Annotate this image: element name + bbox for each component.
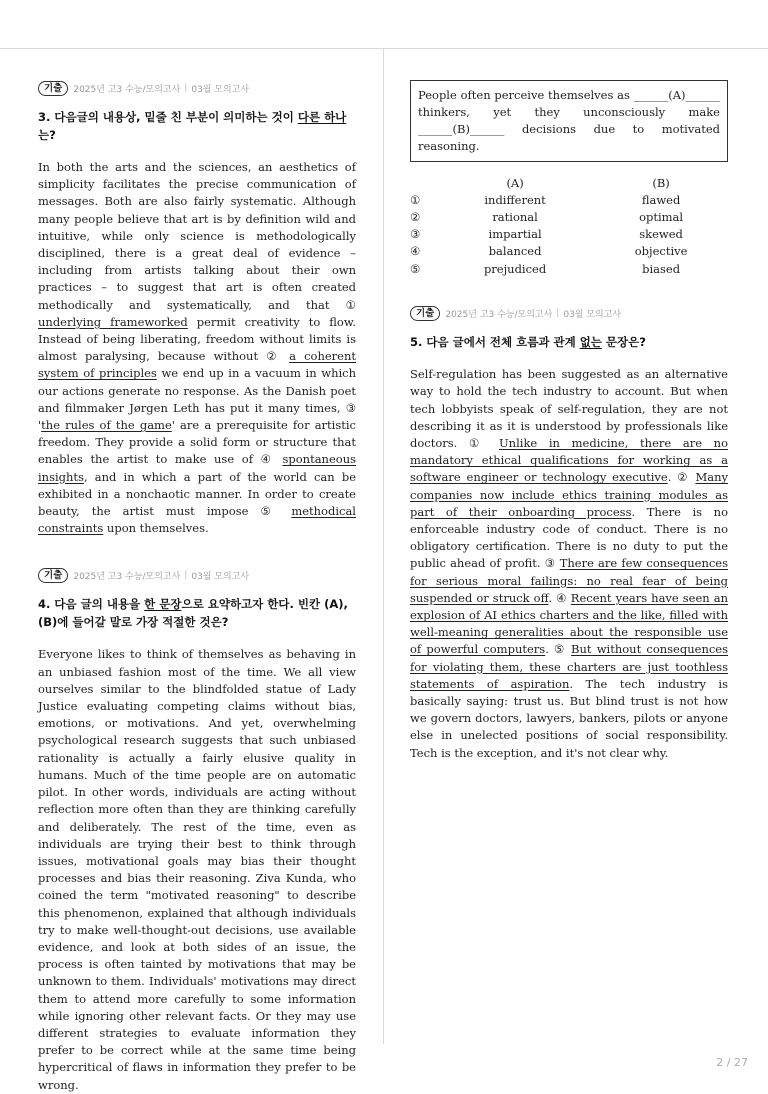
choice-num-blank (410, 174, 436, 191)
q3-title-end: 는? (38, 128, 56, 142)
q5-underline-5: But without consequences for violating them, these charters are just toothless statements of aspiration (410, 642, 728, 691)
choice-b: objective (634, 244, 688, 259)
q5-text-2: . ② (667, 470, 696, 485)
q3-month: 03월 모의고사 (191, 84, 250, 95)
choice-num: ④ (410, 244, 421, 259)
q5-badge: 기출 (410, 306, 440, 321)
q4-title-text: 4. 다음 글의 내용을 (38, 597, 145, 612)
choice-a: impartial (488, 227, 542, 242)
choice-a: rational (492, 209, 538, 224)
q5-text-3: . There is no enforceable industry code of conduct. There is no obligatory certification. There is no duty to put the public ahead of profit. ③ (410, 504, 728, 571)
q5-underline-4: Recent years have seen an explosion of AI ethics charters and the like, filled with well-meaning generalities about the responsible use of powerful computers (410, 590, 728, 657)
header-divider (0, 48, 768, 49)
column-divider (383, 48, 384, 1044)
q3-underline-3: the rules of the game (41, 418, 172, 433)
q4-month: 03월 모의고사 (191, 571, 250, 582)
q4-choices-table (410, 174, 728, 277)
q4-title-end: 으로 요약하고자 한다. 빈칸 (A), (B)에 들어갈 말로 가장 적절한 것은? (38, 597, 348, 630)
q3-text-5: , and in which a part of the world can be exhibited in a nonchaotic manner. In order to create beauty, the artist must impose ⑤ (38, 469, 356, 519)
choice-num: ③ (410, 227, 421, 242)
q3-underline-2: a coherent system of principles (38, 349, 356, 381)
q5-text-1: Self-regulation has been suggested as an alternative way to hold the tech industry to account. But when tech lobbyists speak of self-regulation, they are not describing it as it is understood by professionals like doctors. ① (410, 367, 728, 450)
choice-b: flawed (641, 192, 681, 207)
q3-passage (38, 159, 356, 537)
page-number: 2 / 27 (716, 1056, 748, 1069)
q4-badge: 기출 (38, 568, 68, 583)
choice-b: skewed (639, 227, 683, 242)
q5-underline-1: Unlike in medicine, there are no mandatory ethical qualifications for working as a software engineer or technology executive (410, 435, 728, 485)
q3-text-3: we end up in a vacuum in which our actions generate no response. As the Danish poet and filmmaker Jørgen Leth has put it many times, ③ ' (38, 366, 357, 433)
q4-sep: | (184, 570, 188, 581)
q4-choices-header (410, 174, 728, 191)
q3-underline-4: spontaneous insights (38, 452, 356, 484)
q5-text-4: . ④ (548, 590, 571, 605)
choice-b: biased (642, 261, 681, 276)
q5-sep: | (556, 308, 560, 319)
q5-month: 03월 모의고사 (563, 309, 622, 320)
q5-title (410, 333, 728, 351)
choice-row[interactable] (410, 243, 728, 260)
q3-text-4: ' are a prerequisite for artistic freedom. They provide a solid form or structure that enables the artist to make use of ④ (38, 418, 356, 467)
choice-a: indifferent (484, 192, 546, 207)
q5-passage (410, 366, 728, 762)
q3-title-underline: 다른 하나 (297, 110, 347, 124)
choice-num: ① (410, 192, 421, 207)
q3-source-tag (38, 80, 356, 96)
choice-a: prejudiced (483, 261, 547, 276)
q3-text-1: In both the arts and the sciences, an aesthetics of simplicity facilitates the precise communication of messages. Both are also fairly systematic. Although many people believe that art is by definition wild and intuitive, while only science is methodologically disciplined, there is a great deal of evidence – including from artists talking about their own practices – to suggest that art is often created methodically and systematically, and that ① (38, 160, 356, 312)
q3-underline-5: methodical constraints (38, 504, 356, 536)
q3-text-6: upon themselves. (103, 521, 209, 536)
q3-sep: | (184, 83, 188, 93)
q4-passage: Everyone likes to think of themselves as behaving in an unbiased fashion most of the time. We all view ourselves similar to the blindfolded statue of Lady Justice evaluating competing claims without bias, emotions, or motivations. And yet, overwhelming psychological research suggests that such unbiased rationality is actually a fairly elusive quality in humans. Much of the time people are on automatic pilot. In other words, individuals are acting without reflection more often than they are thinking carefully and deliberately. The rest of the time, even as individuals are trying their best to think through issues, motivational goals may bias their thought processes and bias their reasoning. Ziva Kunda, who coined the term "motivated reasoning" to describe this phenomenon, explained that although individuals try to make well-thought-out decisions, use available evidence, and look at both sides of an issue, the process is often tainted by motivations that may be unknown to them. Individuals' motivations may direct them to attend more carefully to some information while ignoring other relevant facts. Or they may use different strategies to evaluate information they prefer to be correct while at the same time being hypercritical of flaws in information they prefer to be wrong. (38, 647, 356, 1092)
q5-underline-2: Many companies now include ethics training modules as part of their onboarding process (410, 470, 728, 519)
q4-title (38, 595, 356, 631)
choice-row[interactable] (410, 260, 728, 277)
q3-title (38, 108, 356, 144)
q5-title-end: 문장은? (601, 335, 646, 350)
q3-title-text: 3. 다음글의 내용상, 밑줄 친 부분이 의미하는 것이 (38, 110, 298, 124)
q4-title-underline: 한 문장 (144, 597, 182, 612)
q5-title-underline: 없는 (579, 335, 602, 350)
q4-source: 2025년 고3 수능/모의고사 (73, 571, 181, 582)
q5-title-text: 5. 다음 글에서 전체 흐름과 관계 (410, 335, 580, 350)
q4-source-tag (38, 567, 356, 583)
left-column (38, 80, 356, 1094)
q3-text-2: permit creativity to flow. Instead of being liberating, freedom without limits is almost paralysing, because without ② (38, 314, 356, 364)
choice-a: balanced (488, 244, 542, 259)
q5-source-tag (410, 305, 728, 321)
q5-underline-3: There are few consequences for serious moral failings: no real fear of being suspended or struck off (410, 556, 728, 605)
q4-summary-box: People often perceive themselves as ______(A)______ thinkers, yet they unconsciously make ______(B)______ decisions due to motivated reasoning. (410, 80, 728, 162)
choice-num: ② (410, 209, 421, 224)
head-b: (B) (652, 175, 670, 190)
spacer (410, 277, 728, 305)
choice-num: ⑤ (410, 261, 421, 276)
choice-row[interactable] (410, 208, 728, 225)
choice-row[interactable] (410, 191, 728, 208)
q3-source: 2025년 고3 수능/모의고사 (73, 84, 181, 95)
q3-badge: 기출 (38, 81, 68, 96)
right-column (410, 80, 728, 762)
choice-b: optimal (639, 209, 684, 224)
spacer (38, 537, 356, 567)
q5-text-6: . The tech industry is basically saying: trust us. But blind trust is not how we govern doctors, lawyers, bankers, pilots or anyone else in unelected positions of social responsibility. Tech is the exception, and it's not clear why. (410, 676, 729, 760)
q3-underline-1: underlying frameworked (38, 314, 188, 329)
choice-row[interactable] (410, 226, 728, 243)
head-a: (A) (506, 175, 524, 190)
q5-source: 2025년 고3 수능/모의고사 (445, 309, 553, 320)
q5-text-5: . ⑤ (545, 642, 572, 657)
